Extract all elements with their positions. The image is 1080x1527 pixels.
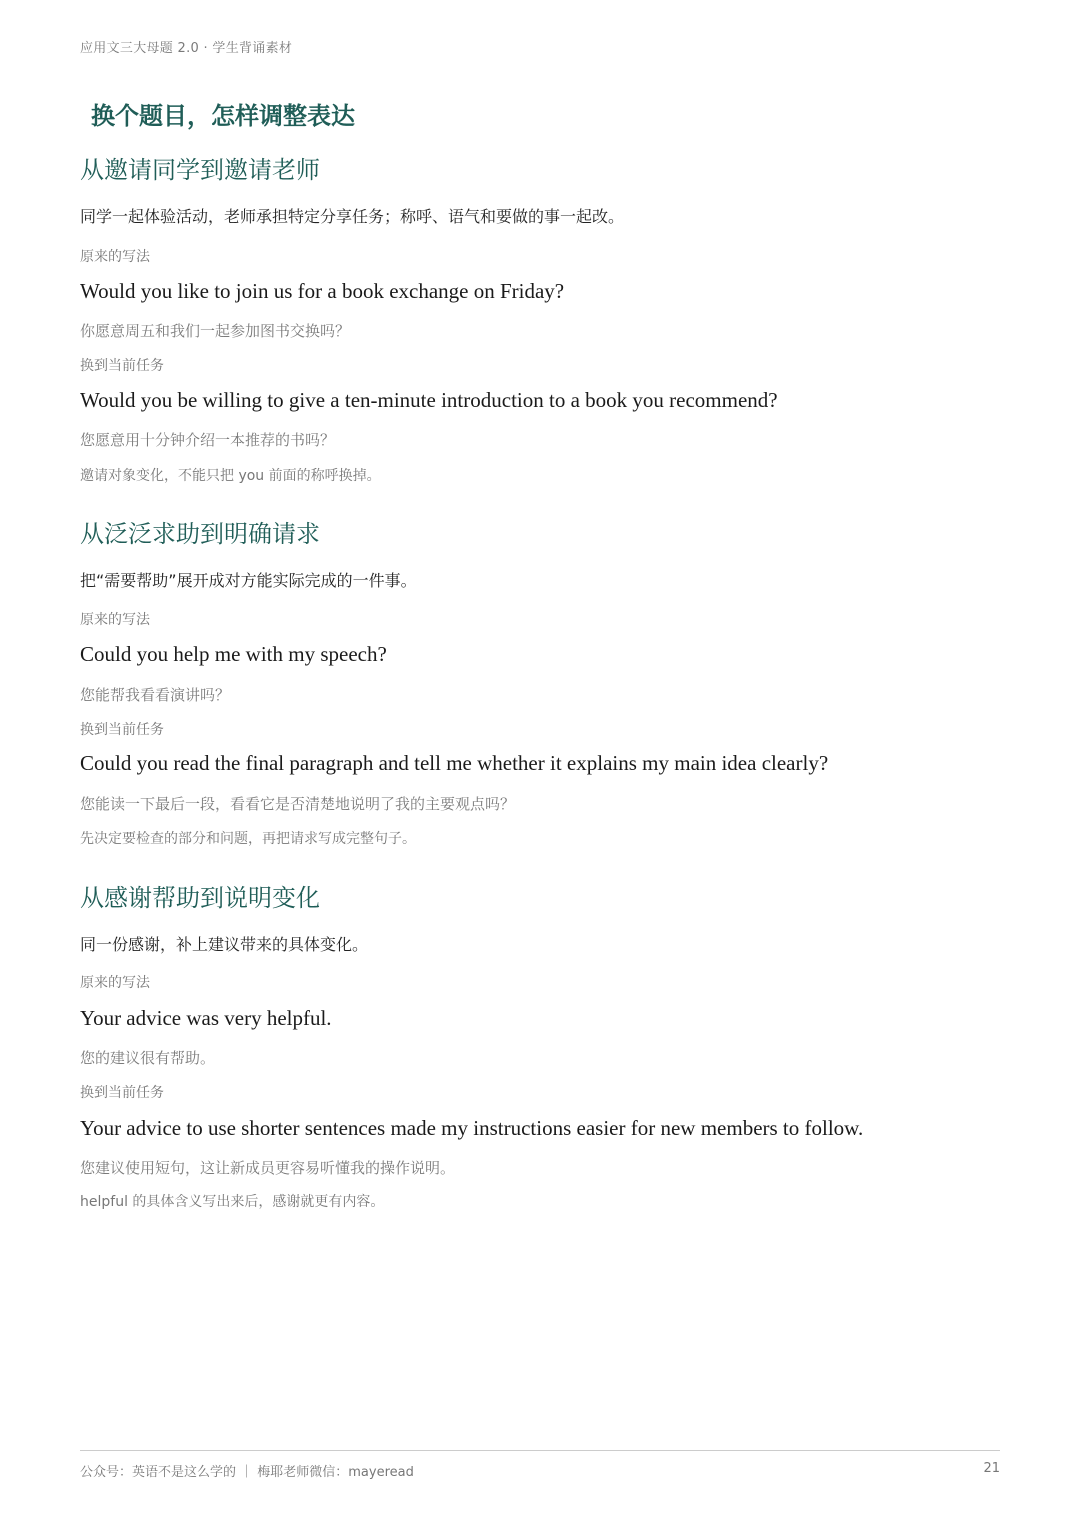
section-intro: 把“需要帮助”展开成对方能实际完成的一件事。 bbox=[80, 571, 417, 590]
original-chinese: 你愿意周五和我们一起参加图书交换吗？ bbox=[80, 322, 351, 340]
section-intro: 同学一起体验活动，老师承担特定分享任务；称呼、语气和要做的事一起改。 bbox=[80, 207, 625, 226]
revised-english: Could you read the final paragraph and tell me whether it explains my main idea clearly? bbox=[80, 751, 829, 775]
revised-english: Would you be willing to give a ten-minute introduction to a book you recommend? bbox=[80, 388, 778, 412]
footer-divider bbox=[80, 1450, 1000, 1451]
original-label: 原来的写法 bbox=[80, 612, 150, 628]
section-note: 邀请对象变化，不能只把 you 前面的称呼换掉。 bbox=[80, 468, 381, 484]
original-english: Your advice was very helpful. bbox=[80, 1006, 332, 1030]
original-label: 原来的写法 bbox=[80, 249, 150, 265]
section-title: 从邀请同学到邀请老师 bbox=[80, 156, 320, 184]
section-title: 从感谢帮助到说明变化 bbox=[80, 884, 320, 912]
original-chinese: 您能帮我看看演讲吗？ bbox=[80, 686, 231, 704]
running-header: 应用文三大母题 2.0 · 学生背诵素材 bbox=[80, 41, 293, 56]
revised-label: 换到当前任务 bbox=[80, 1085, 164, 1101]
original-english: Could you help me with my speech? bbox=[80, 642, 387, 666]
section-note: 先决定要检查的部分和问题，再把请求写成完整句子。 bbox=[80, 831, 416, 847]
footer-contact: 公众号：英语不是这么学的 ｜ 梅耶老师微信：mayeread bbox=[80, 1465, 414, 1480]
revised-label: 换到当前任务 bbox=[80, 358, 164, 374]
revised-chinese: 您建议使用短句，这让新成员更容易听懂我的操作说明。 bbox=[80, 1159, 456, 1177]
revised-english: Your advice to use shorter sentences made my instructions easier for new members to follow. bbox=[80, 1116, 864, 1140]
revised-label: 换到当前任务 bbox=[80, 722, 164, 738]
section-note: helpful 的具体含义写出来后，感谢就更有内容。 bbox=[80, 1194, 385, 1210]
section-title: 从泛泛求助到明确请求 bbox=[80, 520, 320, 548]
original-english: Would you like to join us for a book exchange on Friday? bbox=[80, 279, 565, 303]
original-label: 原来的写法 bbox=[80, 975, 150, 991]
revised-chinese: 您能读一下最后一段，看看它是否清楚地说明了我的主要观点吗？ bbox=[80, 795, 516, 813]
revised-chinese: 您愿意用十分钟介绍一本推荐的书吗？ bbox=[80, 431, 336, 449]
page-number: 21 bbox=[983, 1461, 1000, 1476]
page-heading: 换个题目，怎样调整表达 bbox=[91, 102, 355, 130]
section-intro: 同一份感谢，补上建议带来的具体变化。 bbox=[80, 935, 369, 954]
original-chinese: 您的建议很有帮助。 bbox=[80, 1049, 216, 1067]
